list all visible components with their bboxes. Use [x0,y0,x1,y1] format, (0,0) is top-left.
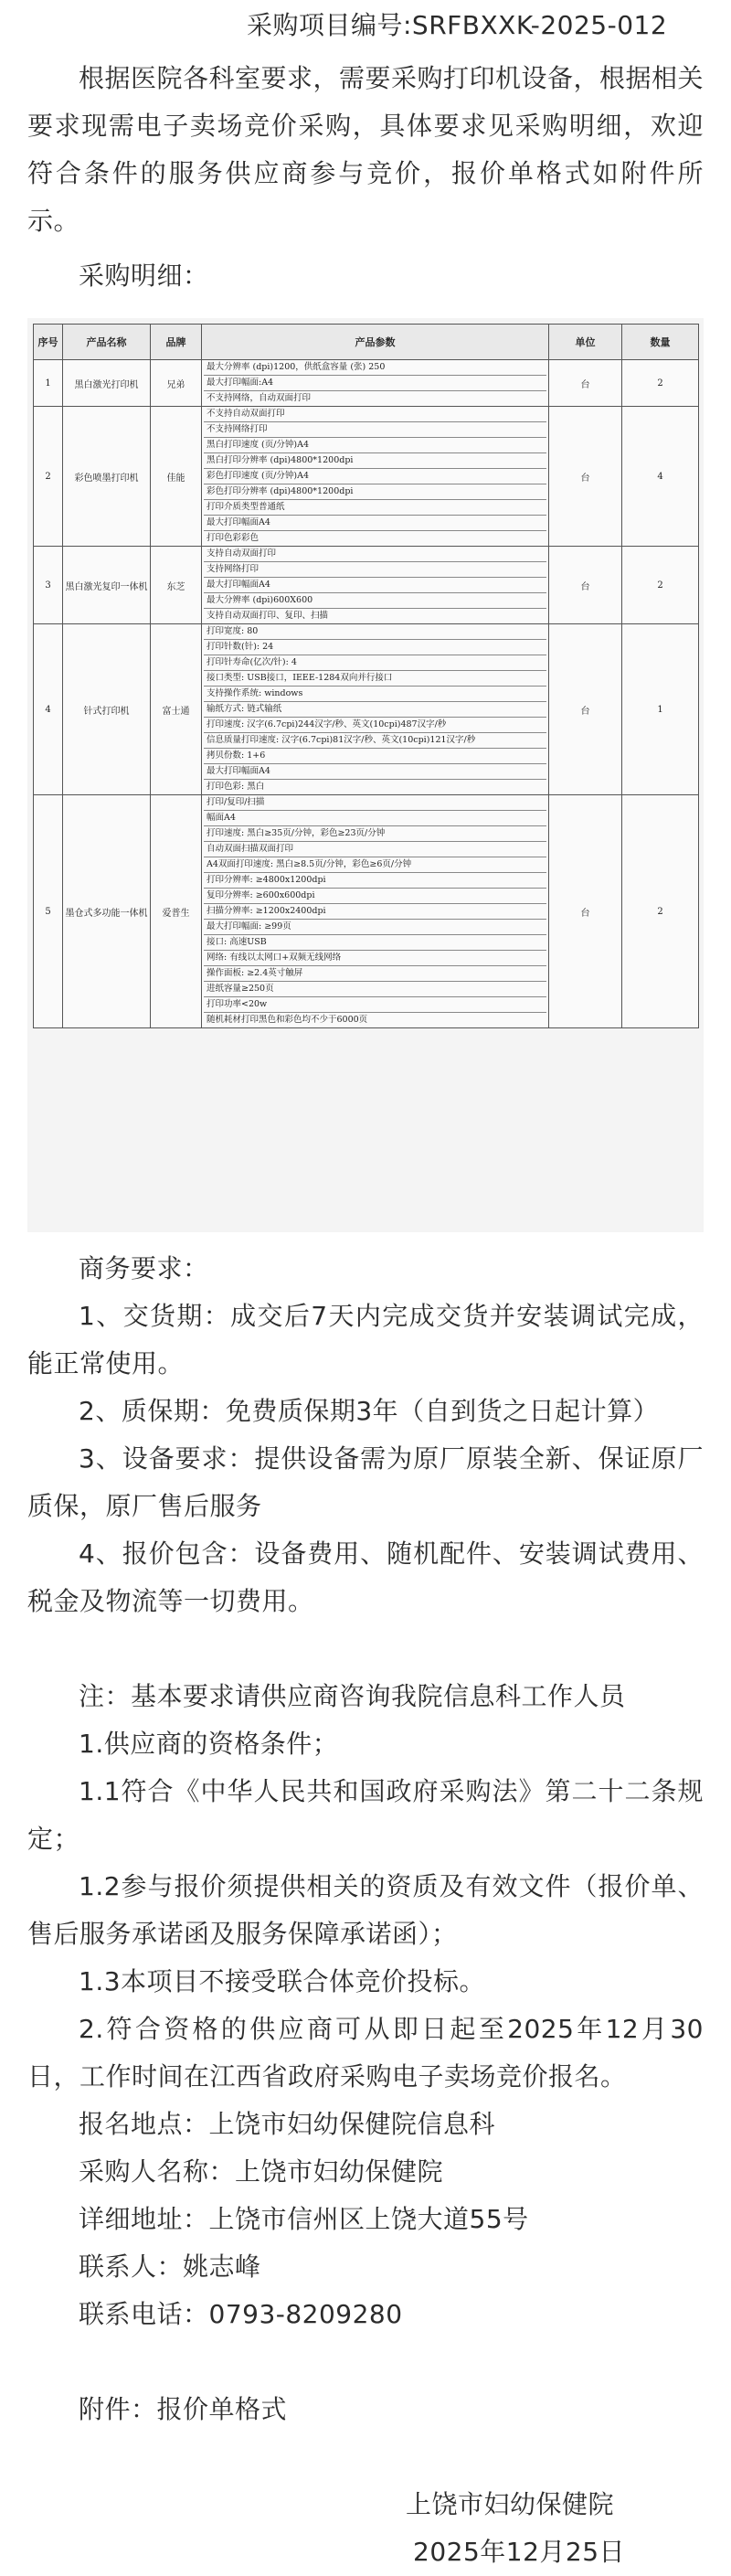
param-line: 支持自动双面打印、复印、扫描 [207,611,329,621]
note-item: 1.3本项目不接受联合体竞价投标。 [79,1966,486,1996]
detail-title: 采购明细： [79,261,209,291]
param-line: 不支持网络，自动双面打印 [207,393,312,403]
product-params [202,407,549,547]
footer-date: 2025年12月25日 [413,2537,626,2567]
param-line: 信息质量打印速度: 汉字(6.7cpi)81汉字/秒、英文(10cpi)121汉字/秒 [204,733,546,749]
note-item: 1.2参与报价须提供相关的资质及有效文件（报价单、售后服务承诺函及服务保障承诺函）； [27,1871,704,1949]
product-name: 黑白激光复印一体机 [63,547,151,624]
intro-paragraph: 根据医院各科室要求，需要采购打印机设备，根据相关要求现需电子卖场竞价采购，具体要求见采购明细，欢迎符合条件的服务供应商参与竞价，报价单格式如附件所示。 [27,63,705,236]
param-line: 打印介质类型普通纸 [204,500,546,516]
param-line: 最大打印幅面: ≥99页 [204,920,546,935]
param-line: 网络: 有线以太网口+双频无线网络 [204,951,546,966]
col-header-params: 产品参数 [202,325,549,360]
business-item: 3、设备要求：提供设备需为原厂原装全新、保证原厂质保，原厂售后服务 [27,1443,704,1521]
table-row [34,624,699,795]
col-header-qty: 数量 [622,325,699,360]
col-header-brand: 品牌 [151,325,202,360]
product-unit: 台 [549,547,622,624]
product-name: 彩色喷墨打印机 [63,407,151,547]
param-line: 打印针数(针): 24 [204,640,546,655]
attachment: 附件：报价单格式 [79,2394,288,2424]
business-title: 商务要求： [79,1253,209,1283]
param-line: 打印功率<20w [204,997,546,1013]
product-brand: 东芝 [151,547,202,624]
param-line: 最大打印幅面A4 [204,764,546,780]
col-header-no: 序号 [34,325,63,360]
param-line: 不支持自动双面打印 [204,407,546,422]
param-line: 最大打印幅面:A4 [204,376,546,391]
param-line: 支持网络打印 [204,562,546,578]
product-name: 针式打印机 [63,624,151,795]
note: 注：基本要求请供应商咨询我院信息科工作人员 [79,1681,626,1711]
param-line: 黑白打印速度 (页/分钟)A4 [204,438,546,453]
product-unit: 台 [549,407,622,547]
param-line: 拷贝份数: 1+6 [204,749,546,764]
param-line: 支持自动双面打印 [204,547,546,562]
note-item: 2.符合资格的供应商可从即日起至2025年12月30日，工作时间在江西省政府采购电子卖场竞价报名。 [27,2014,704,2092]
param-line: 彩色打印速度 (页/分钟)A4 [204,469,546,484]
param-line: 不支持网络打印 [204,422,546,438]
contact-address: 详细地址：上饶市信州区上饶大道55号 [79,2204,529,2234]
product-qty: 2 [622,360,699,407]
param-line: 最大分辨率 (dpi)600X600 [204,593,546,609]
product-brand: 爱普生 [151,795,202,1028]
table-row [34,795,699,1028]
contact-person: 联系人：姚志峰 [79,2251,261,2282]
row-number: 5 [34,795,63,1028]
procurement-table [33,324,699,1028]
business-item: 1、交货期：成交后7天内完成交货并安装调试完成，能正常使用。 [27,1301,704,1378]
param-line: 黑白打印分辨率 (dpi)4800*1200dpi [204,453,546,469]
business-item: 4、报价包含：设备费用、随机配件、安装调试费用、税金及物流等一切费用。 [27,1538,704,1616]
footer-org: 上饶市妇幼保健院 [406,2489,615,2519]
contact-phone: 联系电话：0793-8209280 [79,2299,403,2329]
project-number: 采购项目编号:SRFBXXK-2025-012 [247,10,668,40]
param-line: 彩色打印分辨率 (dpi)4800*1200dpi [204,484,546,500]
product-unit: 台 [549,360,622,407]
param-line: 扫描分辨率: ≥1200x2400dpi [204,904,546,920]
param-line: 打印分辨率: ≥4800x1200dpi [204,873,546,889]
product-name: 黑白激光打印机 [63,360,151,407]
row-number: 1 [34,360,63,407]
param-line: 打印宽度: 80 [204,624,546,640]
product-qty: 1 [622,624,699,795]
param-line: 打印速度: 汉字(6.7cpi)244汉字/秒、英文(10cpi)487汉字/秒 [204,718,546,733]
param-line: 打印/复印/扫描 [204,795,546,811]
business-item: 2、质保期：免费质保期3年（自到货之日起计算） [79,1396,660,1426]
param-line: 操作面板: ≥2.4英寸触屏 [204,966,546,982]
product-brand: 佳能 [151,407,202,547]
table-row [34,407,699,547]
col-header-name: 产品名称 [63,325,151,360]
product-unit: 台 [549,624,622,795]
product-params [202,624,549,795]
param-line: 复印分辨率: ≥600x600dpi [204,889,546,904]
product-qty: 4 [622,407,699,547]
param-line: 打印速度: 黑白≥35页/分钟，彩色≥23页/分钟 [204,826,546,842]
product-brand: 兄弟 [151,360,202,407]
param-line: 接口类型: USB接口，IEEE-1284双向并行接口 [204,671,546,687]
row-number: 4 [34,624,63,795]
product-params [202,360,549,407]
product-name: 墨仓式多功能一体机 [63,795,151,1028]
product-unit: 台 [549,795,622,1028]
product-qty: 2 [622,795,699,1028]
param-line: 随机耗材打印黑色和彩色均不少于6000页 [207,1015,368,1025]
param-line: 最大打印幅面A4 [204,516,546,531]
note-item: 1.供应商的资格条件； [79,1729,339,1759]
product-qty: 2 [622,547,699,624]
row-number: 3 [34,547,63,624]
param-line: 幅面A4 [204,811,546,826]
param-line: 打印色彩: 黑白 [207,782,265,792]
product-brand: 富士通 [151,624,202,795]
table-header-row [34,325,699,360]
param-line: 自动双面扫描双面打印 [204,842,546,857]
param-line: 打印针寿命(亿次/针): 4 [204,655,546,671]
col-header-unit: 单位 [549,325,622,360]
row-number: 2 [34,407,63,547]
contact-buyer: 采购人名称：上饶市妇幼保健院 [79,2156,444,2187]
product-params [202,795,549,1028]
note-item: 1.1符合《中华人民共和国政府采购法》第二十二条规定； [27,1776,704,1854]
table-row [34,360,699,407]
param-line: 进纸容量≥250页 [204,982,546,997]
product-params [202,547,549,624]
procurement-table-image [27,318,704,1232]
param-line: 支持操作系统: windows [204,687,546,702]
param-line: A4双面打印速度: 黑白≥8.5页/分钟，彩色≥6页/分钟 [204,857,546,873]
table-row [34,547,699,624]
param-line: 接口: 高速USB [204,935,546,951]
param-line: 输纸方式: 链式输纸 [204,702,546,718]
param-line: 打印色彩彩色 [207,533,260,543]
param-line: 最大分辨率 (dpi)1200，供纸盒容量 (张) 250 [204,360,546,376]
contact-place: 报名地点：上饶市妇幼保健院信息科 [79,2109,496,2139]
param-line: 最大打印幅面A4 [204,578,546,593]
